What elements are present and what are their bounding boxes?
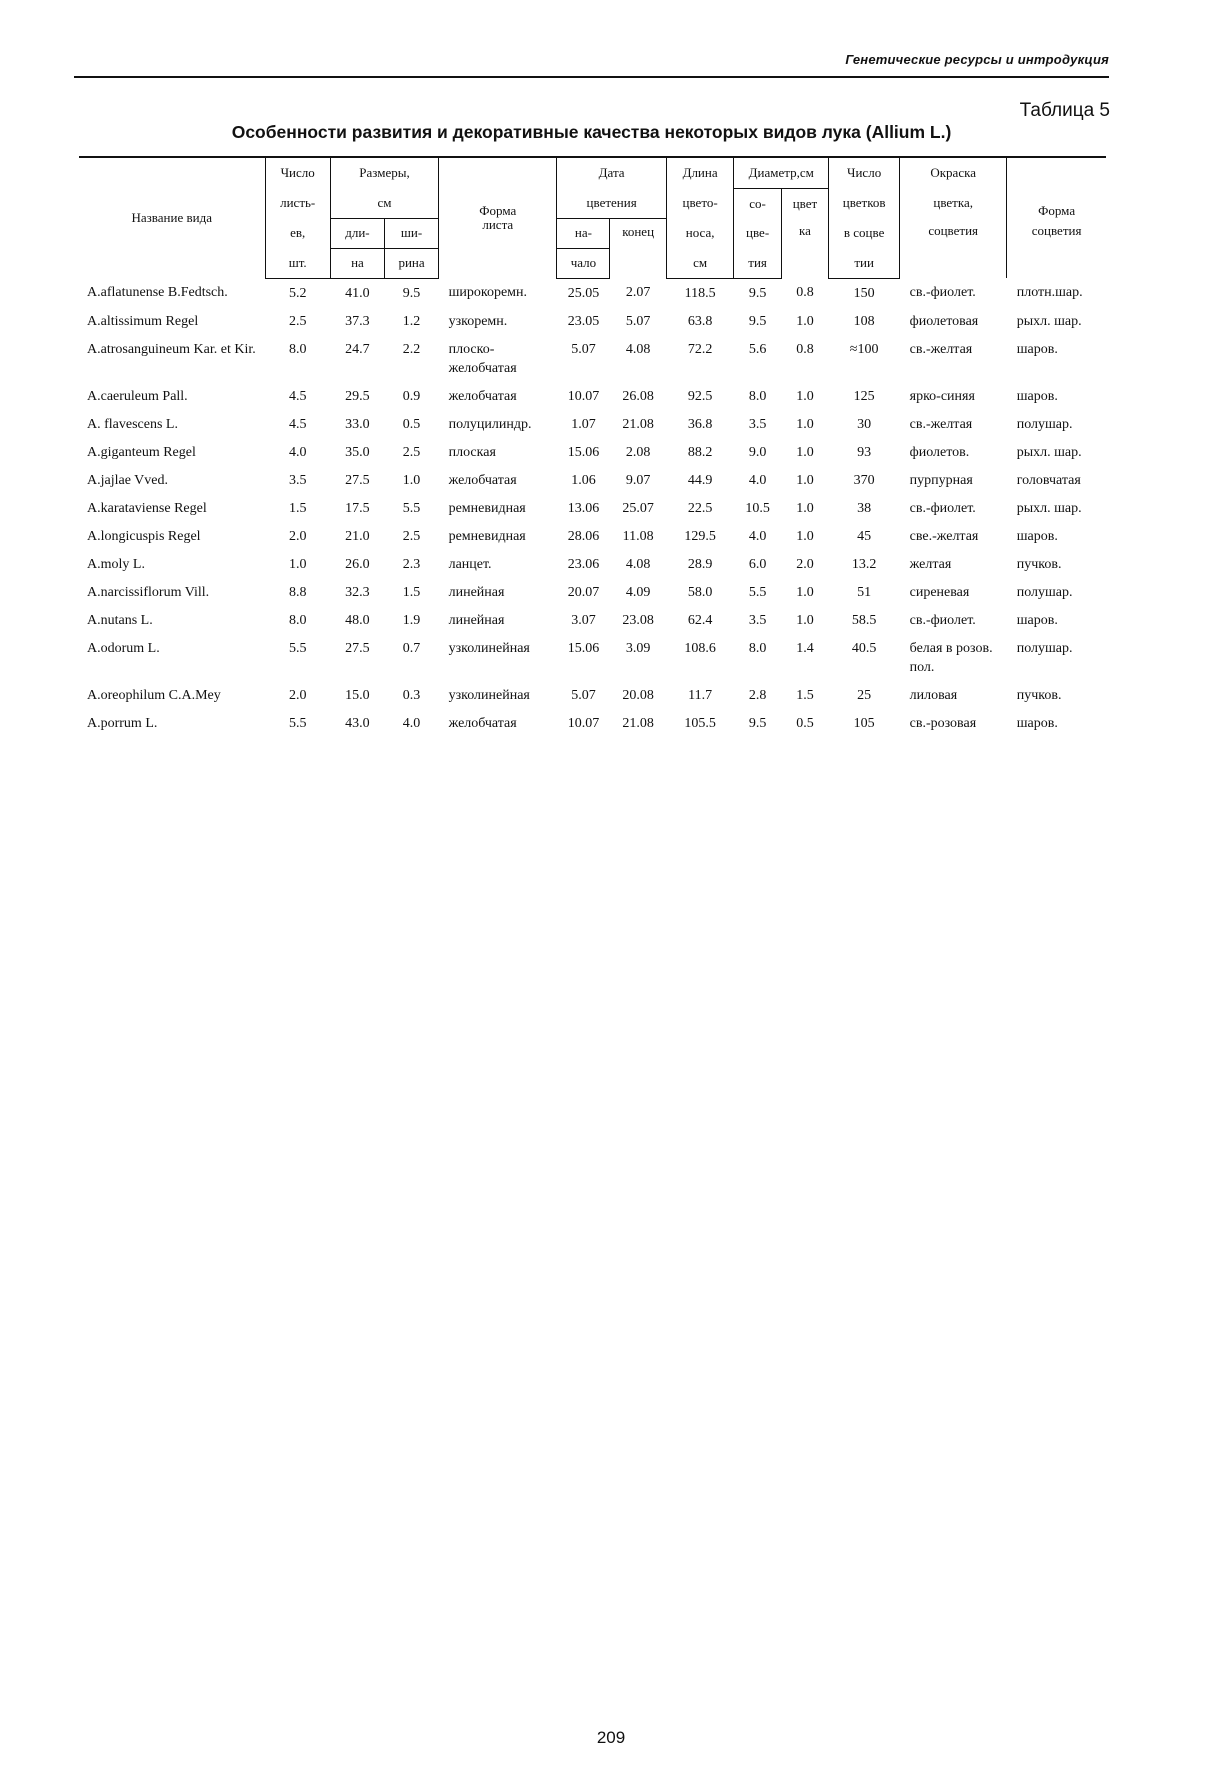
table-row — [79, 550, 1106, 578]
header-stem-3: носа, — [666, 218, 734, 248]
row-flower-diameter: 1.0 — [796, 444, 814, 460]
row-flower-count: 105 — [853, 715, 875, 731]
row-start: 13.06 — [567, 500, 600, 516]
row-leaf-form: плоская — [448, 444, 496, 460]
row-flower-count: 150 — [853, 285, 875, 301]
row-flower-count: 370 — [853, 472, 875, 488]
row-stem-length: 58.0 — [687, 584, 713, 600]
row-stem-length: 22.5 — [687, 500, 713, 516]
row-name: A.odorum L. — [87, 640, 160, 656]
header-name: Название вида — [79, 157, 265, 278]
row-color: све.-желтая — [909, 528, 979, 544]
row-start: 3.07 — [571, 612, 596, 628]
row-flower-count: 40.5 — [851, 640, 877, 656]
table-row — [79, 466, 1106, 494]
header-count-3: в соцве — [829, 218, 900, 248]
row-leaf-form: линейная — [448, 584, 505, 600]
row-infl-diameter: 9.5 — [748, 285, 767, 301]
row-stem-length: 63.8 — [687, 313, 713, 329]
row-width: 5.5 — [402, 500, 421, 516]
header-rule — [74, 76, 1109, 78]
row-start: 10.07 — [567, 715, 600, 731]
row-flower-count: 38 — [857, 500, 872, 516]
row-infl-form: пучков. — [1016, 556, 1062, 572]
row-length: 43.0 — [345, 715, 370, 731]
header-length-1: дли- — [330, 218, 384, 248]
row-infl-form: плотн.шар. — [1016, 285, 1083, 300]
table-row — [79, 382, 1106, 410]
row-infl-form: рыхл. шар. — [1016, 500, 1082, 516]
header-color-2: цветка, — [900, 189, 1007, 219]
row-end: 11.08 — [622, 528, 654, 544]
row-flower-diameter: 1.0 — [796, 472, 814, 488]
row-name: A.porrum L. — [87, 715, 158, 731]
row-flower-diameter: 1.0 — [796, 416, 814, 432]
table-number: Таблица 5 — [1019, 100, 1110, 121]
row-width: 0.7 — [402, 640, 421, 656]
row-name: A.atrosanguineum Kar. et Kir. — [87, 341, 256, 357]
row-start: 23.06 — [567, 556, 600, 572]
header-leaves-2: листь- — [265, 189, 330, 219]
header-infl-1: со- — [734, 189, 781, 219]
row-leaves: 3.5 — [288, 472, 307, 488]
row-stem-length: 28.9 — [687, 556, 713, 572]
row-color: ярко-синяя — [909, 388, 975, 404]
row-start: 20.07 — [567, 584, 600, 600]
row-leaves: 2.0 — [288, 687, 307, 703]
row-start: 28.06 — [567, 528, 600, 544]
allium-table — [79, 156, 1106, 737]
row-start: 5.07 — [571, 687, 596, 703]
row-width: 1.9 — [402, 612, 421, 628]
row-infl-form: головчатая — [1016, 472, 1081, 488]
row-name: A.oreophilum C.A.Mey — [87, 687, 221, 703]
row-infl-diameter: 6.0 — [748, 556, 767, 572]
header-date-2: цветения — [557, 189, 666, 219]
header-leaves-3: ев, — [265, 218, 330, 248]
header-flower-2: ка — [781, 218, 828, 278]
row-infl-form: шаров. — [1016, 388, 1058, 404]
row-length: 32.3 — [345, 584, 370, 600]
row-length: 35.0 — [345, 444, 370, 460]
row-color: св.-фиолет. — [909, 500, 976, 516]
header-width-1: ши- — [384, 218, 438, 248]
header-leaves-4: шт. — [265, 248, 330, 278]
row-infl-form: шаров. — [1016, 612, 1058, 628]
table-row — [79, 410, 1106, 438]
row-length: 15.0 — [345, 687, 370, 703]
row-length: 27.5 — [345, 472, 370, 488]
row-name: A.nutans L. — [87, 612, 153, 628]
row-flower-count: 108 — [853, 313, 875, 329]
row-infl-form: шаров. — [1016, 341, 1058, 357]
row-leaves: 4.5 — [288, 388, 307, 404]
row-flower-diameter: 0.8 — [796, 285, 814, 300]
row-leaf-form: ремневидная — [448, 500, 526, 516]
header-length-2: на — [330, 248, 384, 278]
row-infl-form: полушар. — [1016, 416, 1073, 432]
row-flower-count: 25 — [857, 687, 872, 703]
row-color: лиловая — [909, 687, 958, 703]
row-flower-diameter: 1.0 — [796, 313, 814, 329]
row-leaves: 1.5 — [288, 500, 307, 516]
table-title: Особенности развития и декоративные качества некоторых видов лука (Allium L.) — [231, 122, 952, 142]
row-leaves: 8.0 — [288, 341, 307, 357]
row-width: 2.2 — [402, 341, 421, 357]
row-start: 25.05 — [567, 285, 600, 301]
table-row — [79, 522, 1106, 550]
row-stem-length: 108.6 — [684, 640, 716, 656]
row-end: 20.08 — [622, 687, 654, 703]
row-infl-diameter: 8.0 — [748, 640, 767, 656]
row-width: 0.3 — [402, 687, 421, 703]
row-length: 41.0 — [345, 285, 370, 301]
row-length: 48.0 — [345, 612, 370, 628]
row-color: пурпурная — [909, 472, 973, 488]
row-end: 4.08 — [625, 556, 651, 572]
header-infl-form-1: Форма — [1007, 157, 1106, 218]
row-stem-length: 62.4 — [687, 612, 713, 628]
row-infl-diameter: 5.5 — [748, 584, 767, 600]
row-stem-length: 92.5 — [687, 388, 713, 404]
row-leaf-form: узколинейная — [448, 640, 530, 656]
header-stem-2: цвето- — [666, 189, 734, 219]
row-infl-diameter: 4.0 — [748, 528, 767, 544]
row-leaves: 5.5 — [288, 715, 307, 731]
row-flower-diameter: 1.0 — [796, 584, 814, 600]
header-infl-2: цве- — [734, 218, 781, 248]
row-width: 2.3 — [402, 556, 421, 572]
header-start-2: чало — [557, 248, 610, 278]
row-start: 15.06 — [567, 640, 600, 656]
row-end: 9.07 — [625, 472, 651, 488]
row-length: 21.0 — [345, 528, 370, 544]
row-length: 27.5 — [345, 640, 370, 656]
row-color: св.-желтая — [909, 416, 973, 432]
table-body — [79, 278, 1106, 737]
table-row — [79, 681, 1106, 709]
header-date-1: Дата — [557, 157, 666, 189]
row-leaves: 8.0 — [288, 612, 307, 628]
header-size-1: Размеры, — [330, 157, 438, 189]
row-color: св.-фиолет. — [909, 285, 976, 300]
row-start: 5.07 — [571, 341, 596, 357]
row-start: 23.05 — [567, 313, 600, 329]
header-leaves-1: Число — [265, 157, 330, 189]
row-name: A. flavescens L. — [87, 416, 178, 432]
row-stem-length: 118.5 — [684, 285, 716, 301]
row-length: 33.0 — [345, 416, 370, 432]
row-infl-diameter: 3.5 — [748, 416, 767, 432]
row-color: белая в розов. пол. — [909, 640, 993, 675]
row-flower-diameter: 2.0 — [796, 556, 814, 572]
row-color: св.-фиолет. — [909, 612, 976, 628]
row-leaf-form: ремневидная — [448, 528, 526, 544]
row-leaf-form: полуцилиндр. — [448, 416, 532, 432]
row-leaves: 2.0 — [288, 528, 307, 544]
row-end: 26.08 — [622, 388, 654, 404]
row-infl-diameter: 3.5 — [748, 612, 767, 628]
row-leaves: 4.5 — [288, 416, 307, 432]
row-start: 10.07 — [567, 388, 600, 404]
table-row — [79, 494, 1106, 522]
row-color: желтая — [909, 556, 952, 572]
row-infl-diameter: 9.5 — [748, 715, 767, 731]
page-number: 209 — [596, 1728, 626, 1747]
header-leaf-form-2: листа — [439, 218, 557, 278]
row-infl-form: полушар. — [1016, 640, 1073, 656]
row-flower-diameter: 1.0 — [796, 388, 814, 404]
row-leaf-form: желобчатая — [448, 388, 517, 404]
header-color-3: соцветия — [900, 218, 1007, 278]
row-infl-form: шаров. — [1016, 528, 1058, 544]
row-leaves: 8.8 — [288, 584, 307, 600]
running-header: Генетические ресурсы и интродукция — [845, 52, 1109, 67]
row-start: 1.06 — [571, 472, 596, 488]
row-end: 23.08 — [622, 612, 654, 628]
header-count-2: цветков — [829, 189, 900, 219]
row-width: 1.5 — [402, 584, 421, 600]
row-end: 4.08 — [625, 341, 651, 357]
row-flower-count: 45 — [857, 528, 872, 544]
row-width: 9.5 — [402, 285, 421, 301]
row-end: 2.08 — [625, 444, 651, 460]
row-leaf-form: широкоремн. — [448, 285, 528, 300]
row-leaves: 4.0 — [288, 444, 307, 460]
row-leaf-form: желобчатая — [448, 472, 517, 488]
row-start: 15.06 — [567, 444, 600, 460]
row-infl-diameter: 2.8 — [748, 687, 767, 703]
row-stem-length: 44.9 — [687, 472, 713, 488]
row-flower-diameter: 1.0 — [796, 612, 814, 628]
header-infl-3: тия — [734, 248, 781, 278]
row-width: 4.0 — [402, 715, 421, 731]
row-stem-length: 72.2 — [687, 341, 713, 357]
row-end: 3.09 — [625, 640, 651, 656]
header-end: конец — [610, 218, 666, 278]
row-width: 0.5 — [402, 416, 421, 432]
header-stem-4: см — [666, 248, 734, 278]
row-leaf-form: линейная — [448, 612, 505, 628]
row-length: 37.3 — [345, 313, 370, 329]
row-color: св.-желтая — [909, 341, 973, 357]
row-name: A.aflatunense B.Fedtsch. — [87, 285, 228, 300]
row-leaves: 1.0 — [288, 556, 307, 572]
row-infl-diameter: 5.6 — [748, 341, 767, 357]
row-flower-diameter: 1.5 — [796, 687, 814, 703]
header-infl-form-2: соцветия — [1007, 218, 1106, 278]
table-row — [79, 634, 1106, 681]
row-leaves: 5.2 — [288, 285, 307, 301]
row-leaf-form: желобчатая — [448, 715, 517, 731]
table-row — [79, 278, 1106, 307]
header-stem-1: Длина — [666, 157, 734, 189]
row-flower-count: 125 — [853, 388, 875, 404]
row-leaf-form: узкоремн. — [448, 313, 508, 329]
header-start-1: на- — [557, 218, 610, 248]
row-end: 21.08 — [622, 416, 654, 432]
row-stem-length: 88.2 — [687, 444, 713, 460]
row-name: A.altissimum Regel — [87, 313, 199, 329]
header-count-4: тии — [829, 248, 900, 278]
row-infl-form: полушар. — [1016, 584, 1073, 600]
row-infl-diameter: 9.5 — [748, 313, 767, 329]
row-length: 26.0 — [345, 556, 370, 572]
table-row — [79, 335, 1106, 382]
row-leaves: 5.5 — [288, 640, 307, 656]
row-infl-form: шаров. — [1016, 715, 1058, 731]
row-name: A.caeruleum Pall. — [87, 388, 188, 404]
row-flower-count: 13.2 — [851, 556, 877, 572]
row-flower-count: 30 — [857, 416, 872, 432]
row-start: 1.07 — [571, 416, 596, 432]
row-flower-count: 93 — [857, 444, 872, 460]
row-flower-count: ≈100 — [849, 341, 879, 357]
row-flower-diameter: 1.4 — [796, 640, 814, 656]
row-end: 5.07 — [625, 313, 651, 329]
row-infl-diameter: 8.0 — [748, 388, 767, 404]
row-infl-form: рыхл. шар. — [1016, 313, 1082, 329]
header-size-2: см — [330, 189, 438, 219]
row-stem-length: 129.5 — [684, 528, 716, 544]
row-leaf-form: узколинейная — [448, 687, 530, 703]
row-leaf-form: плоско-желобчатая — [448, 341, 517, 376]
row-name: A.narcissiflorum Vill. — [87, 584, 210, 600]
row-flower-diameter: 1.0 — [796, 500, 814, 516]
row-infl-diameter: 9.0 — [748, 444, 767, 460]
header-flower-1: цвет — [781, 189, 828, 219]
table-row — [79, 606, 1106, 634]
row-name: A.moly L. — [87, 556, 145, 572]
row-flower-diameter: 0.5 — [796, 715, 814, 731]
row-flower-count: 51 — [857, 584, 872, 600]
row-stem-length: 36.8 — [687, 416, 713, 432]
row-leaves: 2.5 — [288, 313, 307, 329]
row-stem-length: 11.7 — [688, 687, 713, 703]
row-name: A.giganteum Regel — [87, 444, 196, 460]
row-name: A.jajlae Vved. — [87, 472, 168, 488]
row-color: сиреневая — [909, 584, 970, 600]
row-infl-diameter: 4.0 — [748, 472, 767, 488]
header-color-1: Окраска — [900, 157, 1007, 189]
table-row — [79, 578, 1106, 606]
row-infl-diameter: 10.5 — [745, 500, 770, 516]
row-end: 25.07 — [622, 500, 654, 516]
row-color: фиолетов. — [909, 444, 970, 460]
header-width-2: рина — [384, 248, 438, 278]
row-flower-diameter: 1.0 — [796, 528, 814, 544]
row-flower-count: 58.5 — [851, 612, 877, 628]
table-row — [79, 709, 1106, 737]
row-width: 1.2 — [402, 313, 421, 329]
header-diameter: Диаметр,см — [734, 157, 829, 189]
table-header — [79, 157, 1106, 278]
row-length: 17.5 — [345, 500, 370, 516]
row-width: 0.9 — [402, 388, 421, 404]
row-width: 2.5 — [402, 528, 421, 544]
row-end: 4.09 — [625, 584, 651, 600]
row-leaf-form: ланцет. — [448, 556, 492, 572]
row-flower-diameter: 0.8 — [796, 341, 814, 357]
row-length: 29.5 — [345, 388, 370, 404]
row-infl-form: рыхл. шар. — [1016, 444, 1082, 460]
table-row — [79, 438, 1106, 466]
row-color: фиолетовая — [909, 313, 979, 329]
row-width: 2.5 — [402, 444, 421, 460]
row-stem-length: 105.5 — [684, 715, 716, 731]
row-infl-form: пучков. — [1016, 687, 1062, 703]
row-end: 2.07 — [625, 285, 651, 300]
row-name: A.karataviense Regel — [87, 500, 207, 516]
row-end: 21.08 — [622, 715, 654, 731]
row-color: св.-розовая — [909, 715, 977, 731]
table-row — [79, 307, 1106, 335]
row-length: 24.7 — [345, 341, 370, 357]
header-count-1: Число — [829, 157, 900, 189]
header-leaf-form-1: Форма — [439, 157, 557, 218]
row-width: 1.0 — [402, 472, 421, 488]
row-name: A.longicuspis Regel — [87, 528, 201, 544]
